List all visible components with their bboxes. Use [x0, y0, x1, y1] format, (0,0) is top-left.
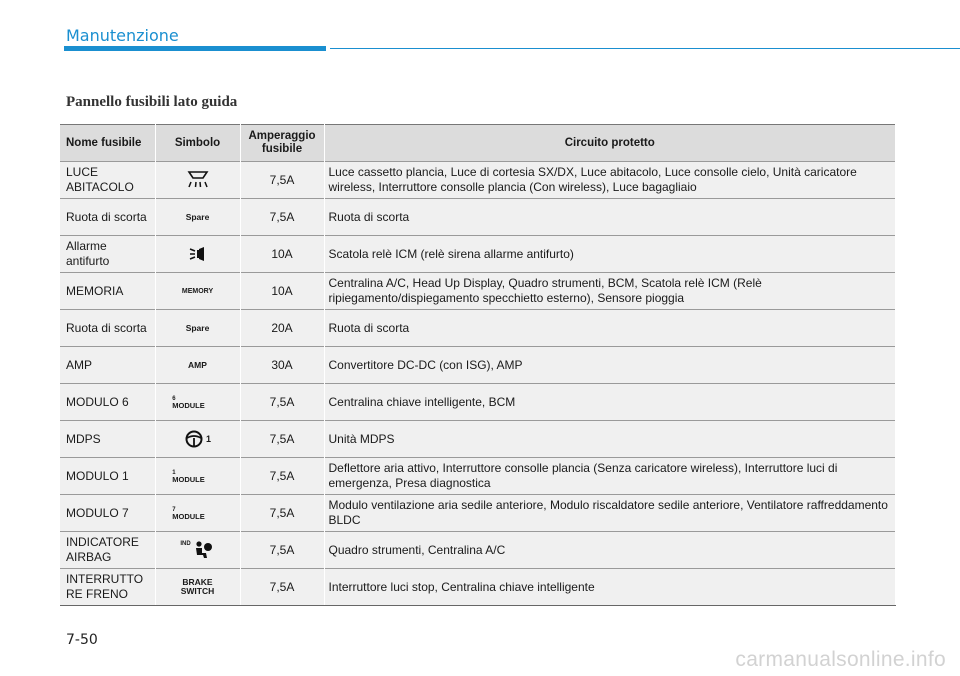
fuse-name: INTERRUTTO RE FRENO — [60, 569, 155, 606]
table-row — [60, 569, 896, 606]
table-row — [60, 310, 896, 347]
fuse-name: Ruota di scorta — [60, 199, 155, 236]
fuse-symbol — [155, 273, 240, 310]
fuse-name: Ruota di scorta — [60, 310, 155, 347]
symbol-label: Spare — [185, 322, 210, 333]
table-row — [60, 532, 896, 569]
table-row — [60, 162, 896, 199]
fuse-amperage: 30A — [240, 347, 324, 384]
fuse-symbol — [155, 199, 240, 236]
fuse-name: INDICATORE AIRBAG — [60, 532, 155, 569]
watermark: carmanualsonline.info — [735, 648, 946, 671]
module-symbol — [172, 470, 205, 483]
header-rule-thin — [330, 48, 960, 49]
fuse-amperage: 20A — [240, 310, 324, 347]
table-row — [60, 384, 896, 421]
table-row — [60, 199, 896, 236]
fuse-table — [60, 124, 896, 606]
page-title: Pannello fusibili lato guida — [66, 94, 238, 110]
fuse-name: MODULO 7 — [60, 495, 155, 532]
table-row — [60, 495, 896, 532]
symbol-label: MODULE — [172, 400, 205, 410]
column-header-name: Nome fusibile — [60, 125, 155, 162]
module-symbol — [172, 396, 205, 409]
fuse-amperage: 7,5A — [240, 421, 324, 458]
fuse-name: MEMORIA — [60, 273, 155, 310]
fuse-symbol — [155, 347, 240, 384]
fuse-circuit: Ruota di scorta — [324, 310, 896, 347]
fuse-circuit: Quadro strumenti, Centralina A/C — [324, 532, 896, 569]
fuse-amperage: 7,5A — [240, 569, 324, 606]
table-row — [60, 421, 896, 458]
fuse-symbol — [155, 495, 240, 532]
page-number: 7-50 — [66, 632, 98, 648]
symbol-label: AMP — [188, 359, 207, 370]
fuse-circuit: Interruttore luci stop, Centralina chiave intelligente — [324, 569, 896, 606]
fuse-circuit: Unità MDPS — [324, 421, 896, 458]
fuse-circuit: Luce cassetto plancia, Luce di cortesia SX/DX, Luce abitacolo, Luce consolle cielo, Unità caricatore wireless, Interruttore consolle plancia (Con wireless), Luce bagagliaio — [324, 162, 896, 199]
module-number: 6 — [172, 395, 176, 402]
fuse-amperage: 7,5A — [240, 532, 324, 569]
fuse-symbol — [155, 532, 240, 569]
fuse-symbol — [155, 458, 240, 495]
fuse-symbol — [155, 236, 240, 273]
symbol-label: BRAKE SWITCH — [180, 577, 215, 596]
column-header-symbol: Simbolo — [155, 125, 240, 162]
fuse-symbol — [155, 569, 240, 606]
airbag-icon — [191, 540, 215, 560]
header-rule-thick — [64, 46, 326, 51]
section-header: Manutenzione — [66, 26, 179, 45]
fuse-symbol — [155, 421, 240, 458]
fuse-name: AMP — [60, 347, 155, 384]
table-row — [60, 273, 896, 310]
fuse-amperage: 7,5A — [240, 162, 324, 199]
room-lamp-icon — [181, 170, 215, 190]
fuse-circuit: Ruota di scorta — [324, 199, 896, 236]
fuse-amperage: 7,5A — [240, 199, 324, 236]
fuse-circuit: Convertitore DC-DC (con ISG), AMP — [324, 347, 896, 384]
column-header-circuit: Circuito protetto — [324, 125, 896, 162]
fuse-circuit: Modulo ventilazione aria sedile anteriore, Modulo riscaldatore sedile anteriore, Ventilatore raffreddamento BLDC — [324, 495, 896, 532]
module-symbol — [172, 507, 205, 520]
fuse-circuit: Scatola relè ICM (relè sirena allarme antifurto) — [324, 236, 896, 273]
fuse-name: Allarme antifurto — [60, 236, 155, 273]
table-row — [60, 236, 896, 273]
fuse-symbol — [155, 384, 240, 421]
fuse-name: MDPS — [60, 421, 155, 458]
fuse-name: LUCE ABITACOLO — [60, 162, 155, 199]
fuse-circuit: Deflettore aria attivo, Interruttore consolle plancia (Senza caricatore wireless), Interruttore luci di emergenza, Presa diagnostica — [324, 458, 896, 495]
table-header-row — [60, 125, 896, 162]
table-row — [60, 458, 896, 495]
fuse-amperage: 10A — [240, 236, 324, 273]
module-number: 1 — [172, 469, 176, 476]
table-row — [60, 347, 896, 384]
symbol-label: MEMORY — [181, 287, 214, 295]
alarm-horn-icon — [187, 244, 209, 264]
fuse-symbol — [155, 310, 240, 347]
fuse-circuit: Centralina A/C, Head Up Display, Quadro strumenti, BCM, Scatola relè ICM (Relè ripiegamento/dispiegamento specchietto esterno), Sensore pioggia — [324, 273, 896, 310]
fuse-amperage: 7,5A — [240, 458, 324, 495]
symbol-label: Spare — [185, 211, 210, 222]
module-number: 7 — [172, 506, 176, 513]
fuse-name: MODULO 6 — [60, 384, 155, 421]
fuse-circuit: Centralina chiave intelligente, BCM — [324, 384, 896, 421]
symbol-number: 1 — [205, 433, 211, 444]
column-header-amperage: Amperaggio fusibile — [240, 125, 324, 162]
symbol-label: MODULE — [172, 474, 205, 484]
symbol-label: MODULE — [172, 511, 205, 521]
symbol-prefix: IND — [180, 541, 191, 547]
fuse-amperage: 10A — [240, 273, 324, 310]
fuse-name: MODULO 1 — [60, 458, 155, 495]
steering-wheel-icon — [184, 430, 204, 448]
fuse-amperage: 7,5A — [240, 495, 324, 532]
fuse-symbol — [155, 162, 240, 199]
fuse-amperage: 7,5A — [240, 384, 324, 421]
